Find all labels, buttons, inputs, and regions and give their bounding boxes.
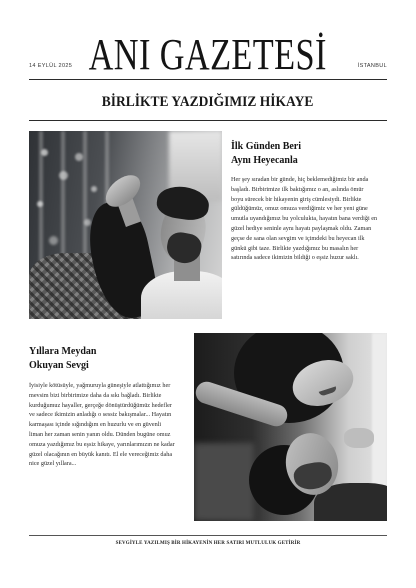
- bokeh-light: [75, 153, 83, 161]
- body-text-line: kurduğumuz hayaller, gerçeğe dönüştürdüğümüz hedefler: [29, 401, 172, 409]
- body-text-line: ve sadece ikimizin anladığı o sessiz bakışmalar... Hayatın: [29, 411, 172, 419]
- article-1-couple-photo: [29, 131, 222, 319]
- body-text-line: geçse de sana olan sevgim ve içimdeki bu heyecan ilk: [231, 234, 365, 242]
- background-blur: [194, 443, 254, 521]
- body-text-line: güzel hediye seninle aynı hayatı paylaşmak oldu. Zaman: [231, 224, 372, 232]
- body-text-line: güldüğümüz, omuz omuza verdiğimiz ve her yeni güne: [231, 205, 368, 213]
- footer-divider: [29, 535, 387, 536]
- bokeh-light: [84, 219, 91, 226]
- bokeh-light: [37, 201, 43, 207]
- bokeh-light: [41, 149, 48, 156]
- body-text-line: boyu sürecek bir hikayenin giriş cümlesiydi. Birlikte: [231, 195, 362, 203]
- woman-hand: [344, 428, 374, 448]
- article-2-title: [29, 345, 97, 373]
- article-1-title: [231, 140, 301, 168]
- bokeh-light: [91, 186, 97, 192]
- article-1-body: [231, 175, 377, 263]
- issue-location: İSTANBUL: [357, 63, 387, 69]
- body-text-line: günkü gibi taze. Birlikte yazdığımız bu masalın her: [231, 244, 359, 252]
- newspaper-title: [0, 30, 416, 79]
- bokeh-light: [49, 236, 58, 245]
- body-text-line: satırında sadece ikimizin bildiği o eşsiz huzur saklı.: [231, 254, 359, 262]
- body-text-line: liman her zaman senin yanın oldu. Dünden bugüne omuz: [29, 430, 171, 438]
- main-headline-text: BİRLİKTE YAZDIĞIMIZ HİKAYE: [102, 94, 314, 110]
- body-text-line: başladı. Birbirimize ilk baktığımız o an, aslında ömür: [231, 185, 364, 193]
- article-title-line: Yıllara Meydan: [29, 346, 97, 357]
- body-text-line: umutla uyandığımız bu yolculukta, hayatın bana verdiği en: [231, 215, 378, 223]
- body-text-line: karmaşası içinde sığındığım en huzurlu ve en güvenli: [29, 421, 162, 429]
- body-text-line: İyisiyle kötüsüyle, yağmuruyla güneşiyle atlattığımız her: [29, 382, 171, 389]
- newspaper-title-text: ANI GAZETESİ: [88, 30, 328, 79]
- body-text-line: omuza yazdığımız bu eşsiz hikaye, yarınlarımızın ne kadar: [29, 440, 175, 448]
- body-text-line: mevsim bizi birbirimize daha da sıkı bağladı. Birlikte: [29, 391, 162, 399]
- body-text-line: Her şey sıradan bir günde, hiç beklemediğimiz bir anda: [231, 176, 369, 183]
- headline-divider: [29, 120, 387, 121]
- article-title-line: İlk Günden Beri: [231, 141, 302, 152]
- bokeh-light: [59, 171, 68, 180]
- body-text-line: güzel olacağının en büyük kanıtı. El ele vereceğimiz daha: [29, 450, 173, 458]
- issue-date: 14 EYLÜL 2025: [29, 63, 73, 69]
- footer-tagline: SEVGİYLE YAZILMIŞ BİR HİKAYENİN HER SATIRI MUTLULUK GETİRİR: [115, 541, 301, 546]
- masthead-divider: [29, 79, 387, 80]
- body-text-line: nice güzel yıllara...: [29, 460, 77, 468]
- article-title-line: Aynı Heyecanla: [231, 155, 298, 166]
- article-title-line: Okuyan Sevgi: [29, 360, 89, 371]
- article-2-body: [29, 381, 175, 469]
- article-2-couple-photo: [194, 333, 387, 521]
- main-headline: [0, 94, 416, 109]
